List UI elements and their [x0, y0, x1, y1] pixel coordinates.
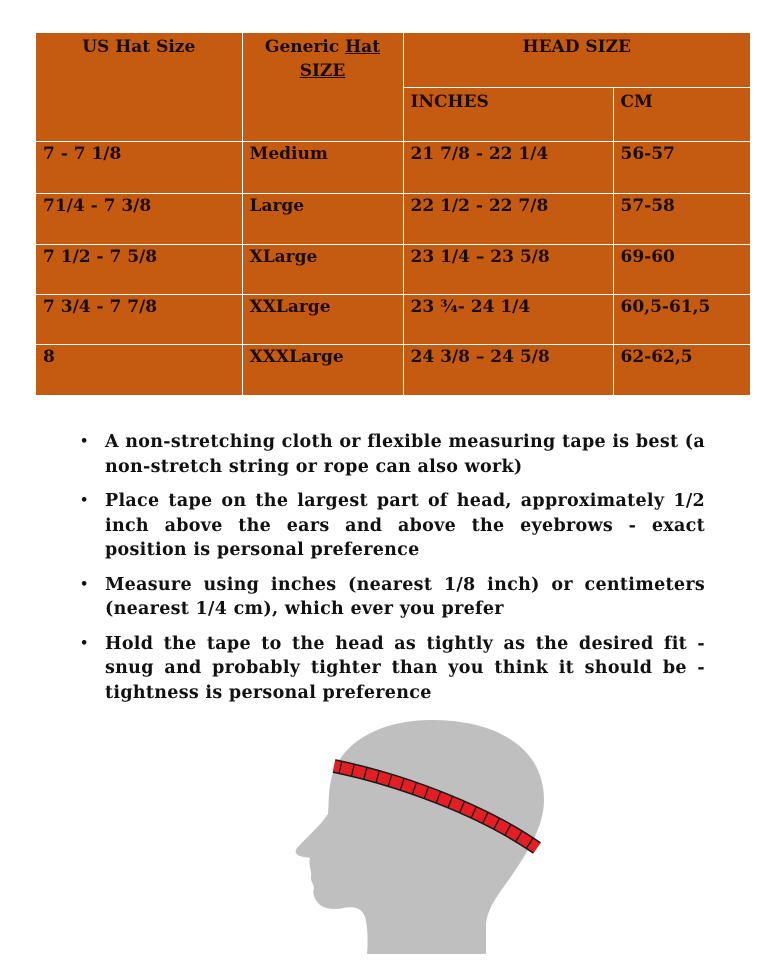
cell-us-size: 7 3/4 - 7 7/8 — [36, 294, 242, 344]
table-row — [36, 193, 750, 244]
tip-text: Hold the tape to the head as tightly as the desired fit - snug and probably tighter than you think it should be - tightness is personal preference — [105, 633, 705, 703]
list-item — [76, 430, 705, 479]
cell-cm: 60,5-61,5 — [613, 294, 750, 344]
tip-text: Measure using inches (nearest 1/8 inch) or centimeters (nearest 1/4 cm), which ever you prefer — [105, 574, 705, 619]
bullet-icon: • — [80, 576, 89, 592]
cell-generic-size: Medium — [242, 141, 403, 193]
header-generic-hat-size — [242, 33, 403, 141]
header-us-hat-size: US Hat Size — [36, 33, 242, 141]
list-item — [76, 632, 705, 706]
list-item — [76, 489, 705, 563]
bullet-icon: • — [80, 493, 89, 508]
table-row — [36, 344, 750, 395]
bullet-icon: • — [80, 434, 89, 449]
header-head-size: HEAD SIZE — [403, 33, 750, 87]
cell-cm: 69-60 — [613, 244, 750, 294]
cell-us-size: 7 1/2 - 7 5/8 — [36, 244, 242, 294]
cell-generic-size: Large — [242, 193, 403, 244]
bullet-icon: • — [80, 635, 89, 651]
cell-cm: 57-58 — [613, 193, 750, 244]
cell-inches: 23 ¾- 24 1/4 — [403, 294, 613, 344]
cell-inches: 21 7/8 - 22 1/4 — [403, 141, 613, 193]
header-cm: CM — [613, 87, 750, 141]
cell-cm: 56-57 — [613, 141, 750, 193]
table-row — [36, 141, 750, 193]
hat-size-table — [36, 33, 750, 395]
table-row — [36, 244, 750, 294]
measuring-tips-list — [76, 430, 705, 715]
table-row — [36, 294, 750, 344]
cell-generic-size: XXXLarge — [242, 344, 403, 395]
cell-generic-size: XXLarge — [242, 294, 403, 344]
list-item — [76, 573, 705, 622]
cell-us-size: 71/4 - 7 3/8 — [36, 193, 242, 244]
tip-text: Place tape on the largest part of head, approximately 1/2 inch above the ears and above the eyebrows - exact position is personal preference — [105, 491, 705, 560]
header-inches: INCHES — [403, 87, 613, 141]
header-generic-hat: Hat — [345, 37, 381, 57]
cell-us-size: 7 - 7 1/8 — [36, 141, 242, 193]
header-generic-size: SIZE — [299, 61, 346, 81]
cell-us-size: 8 — [36, 344, 242, 395]
head-measurement-illustration — [292, 718, 547, 954]
cell-inches: 22 1/2 - 22 7/8 — [403, 193, 613, 244]
tip-text: A non-stretching cloth or flexible measuring tape is best (a non-stretch string or rope can also work) — [105, 432, 705, 477]
cell-generic-size: XLarge — [242, 244, 403, 294]
cell-cm: 62-62,5 — [613, 344, 750, 395]
header-generic-prefix: Generic — [264, 37, 346, 57]
cell-inches: 24 3/8 – 24 5/8 — [403, 344, 613, 395]
cell-inches: 23 1/4 – 23 5/8 — [403, 244, 613, 294]
